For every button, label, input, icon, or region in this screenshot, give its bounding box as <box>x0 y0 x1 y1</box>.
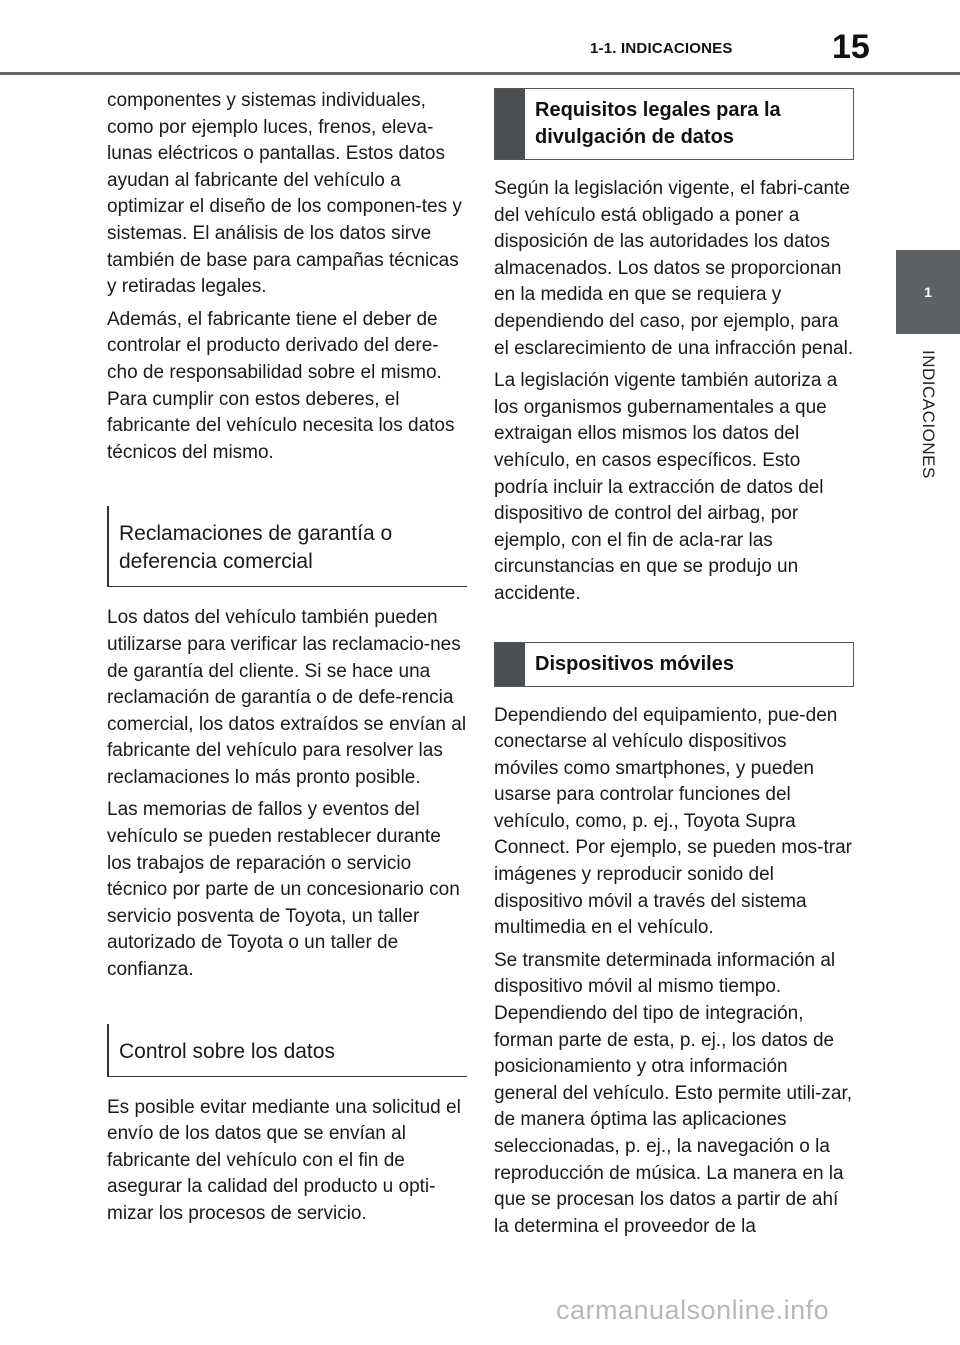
paragraph: componentes y sistemas individuales, como por ejemplo luces, frenos, eleva-lunas eléctricos o pantallas. Estos datos ayudan al fabricante del vehículo a optimizar el diseño de los componen-tes y sistemas. El análisis de los datos sirve también de base para campañas técnicas y retiradas legales. <box>107 90 462 298</box>
page-number: 15 <box>832 28 870 66</box>
chapter-tab-number: 1 <box>924 284 932 300</box>
left-column <box>107 88 467 1234</box>
header-section-title: 1-1. INDICACIONES <box>590 40 733 57</box>
paragraph: Las memorias de fallos y eventos del vehículo se pueden restablecer durante los trabajos de reparación o servicio técnico por parte de un concesionario con servicio posventa de Toyota, un taller autorizado de Toyota o un taller de confianza. <box>107 799 460 981</box>
header-rule <box>0 72 960 75</box>
paragraph: Dependiendo del equipamiento, pue-den conectarse al vehículo dispositivos móviles como smartphones, y pueden usarse para controlar funciones del vehículo, como, p. ej., Toyota Supra Connect. Por ejemplo, se pueden mos-trar imágenes y reproducir sonido del dispositivo móvil a través del sistema multimedia en el vehículo. <box>494 704 853 939</box>
paragraph: Según la legislación vigente, el fabri-cante del vehículo está obligado a poner a disposición de las autoridades los datos almacenados. Los datos se proporcionan en la medida en que se requiera y dependiendo del caso, por ejemplo, para el esclarecimiento de una infracción penal. <box>494 178 854 359</box>
heading-bar <box>495 643 525 686</box>
chapter-tab[interactable] <box>896 250 960 334</box>
right-column <box>494 88 854 1246</box>
paragraph: Los datos del vehículo también pueden utilizarse para verificar las reclamacio-nes de garantía del cliente. Si se hace una reclamación de garantía o de defe-rencia comercial, los datos extraídos se envían al fabricante del vehículo para resolver las reclamaciones lo más pronto posible. <box>107 607 467 788</box>
heading-mobile-devices <box>494 642 854 687</box>
heading-text: Dispositivos móviles <box>535 652 734 675</box>
paragraph: Se transmite determinada información al dispositivo móvil al mismo tiempo. Dependiendo del tipo de integración, forman parte de esta, p. ej., los datos de posicionamiento y otra información general del vehículo. Esto permite utili-zar, de manera óptima las aplicaciones seleccionadas, p. ej., la navegación o la reproducción de música. La manera en la que se procesan los datos a partir de ahí la determina el proveedor de la <box>494 949 853 1237</box>
paragraph: Es posible evitar mediante una solicitud el envío de los datos que se envían al fabricante del vehículo con el fin de asegurar la calidad del producto u opti-mizar los procesos de servicio. <box>107 1096 461 1224</box>
subheading-data-control: Control sobre los datos <box>107 1024 467 1077</box>
paragraph: Además, el fabricante tiene el deber de controlar el producto derivado del dere-cho de responsabilidad sobre el mismo. Para cumplir con estos deberes, el fabricante del vehículo necesita los datos técnicos del mismo. <box>107 308 455 463</box>
heading-bar <box>495 89 525 159</box>
heading-text: Requisitos legales para la divulgación de datos <box>535 99 781 148</box>
heading-legal-requirements <box>494 88 854 160</box>
subheading-warranty: Reclamaciones de garantía o deferencia comercial <box>107 506 467 587</box>
watermark: carmanualsonline.info <box>556 1295 830 1325</box>
chapter-tab-label: INDICACIONES <box>919 350 938 479</box>
paragraph: La legislación vigente también autoriza a los organismos gubernamentales a que extraigan ellos mismos los datos del vehículo, en casos específicos. Esto podría incluir la extracción de datos del dispositivo de control del airbag, por ejemplo, con el fin de acla-rar las circunstancias en que se produjo un accidente. <box>494 370 838 604</box>
